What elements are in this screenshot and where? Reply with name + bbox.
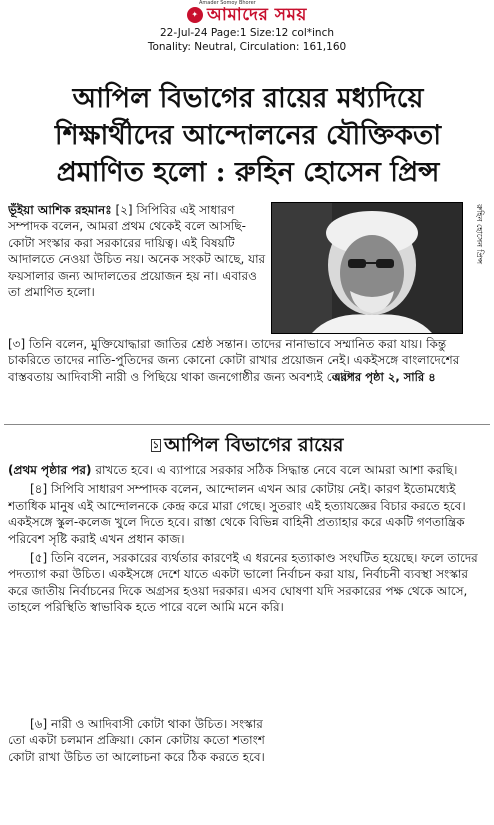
continuation-paragraph-4: [৪] সিপিবি সাধারণ সম্পাদক বলেন, আন্দোলন এখন আর কোটায় নেই। কারণ ইতোমধ্যেই শতাধিক মানুষ এই আন্দোলনকে কেন্দ্র করে মারা গেছে। সুতরাং এই হত্যাযজ্ঞের বিচার করতে হবে। একইসঙ্গে স্কুল-কলেজ খুলে দিতে হবে। রাস্তা থেকে বিভিন্ন বাহিনী প্রত্যাহার করে একটি গণতান্ত্রিক পরিবেশ সৃষ্টি করাই এখন প্রধান কাজ। — [8, 482, 466, 546]
photo-caption: রুহিন হোসেন প্রিন্স — [475, 204, 484, 265]
portrait-image — [272, 203, 462, 333]
headline-line: প্রমাণিত হলো : রুহিন হোসেন প্রিন্স — [56, 157, 440, 188]
continuation-headline-text: আপিল বিভাগের রায়ের — [164, 434, 344, 456]
continuation-paragraph-1 — [8, 462, 488, 478]
clipping-tonality-line: Tonality: Neutral, Circulation: 161,160 — [147, 41, 347, 53]
newspaper-logo — [187, 5, 307, 25]
from-page-label: (প্রথম পৃষ্ঠার পর) — [8, 463, 92, 477]
logo-text: আমাদের সময় — [207, 5, 307, 25]
byline: ভূঁইয়া আশিক রহমানঃ — [8, 203, 112, 217]
continuation-paragraph-6 — [8, 716, 278, 765]
continuation-body — [8, 462, 488, 619]
portrait-photo — [271, 202, 463, 334]
logo-emblem-icon: ✦ — [187, 7, 203, 23]
masthead — [0, 2, 494, 25]
continuation-paragraph-6-text: [৬] নারী ও আদিবাসী কোটা থাকা উচিত। সংস্কার তো একটা চলমান প্রক্রিয়া। কোন কোটায় কতো শতাংশ কোটা রাখা উচিত তা আলোচনা করে ঠিক করতে হবে। — [8, 717, 265, 764]
clipping-date-line: 22-Jul-24 Page:1 Size:12 col*inch — [159, 27, 335, 39]
logo-tagline: Amader Somoy Bhorer — [199, 0, 256, 6]
intro-text: [২] সিপিবির এই সাধারণ সম্পাদক বলেন, আমরা প্রথম থেকেই বলে আসছি- কোটা সংস্কার করা সরকারের দায়িত্ব। এই বিষয়টি আদালতে নেওয়া উচিত নয়। অনেক সংকট আছে, যার ফয়সালার জন্য আদালতের প্রয়োজন হয় না। এবারও তা প্রমাণিত হলো। — [8, 203, 266, 300]
continuation-paragraph-1-text: রাখতে হবে। এ ব্যাপারে সরকার সঠিক সিদ্ধান্ত নেবে বলে আমরা আশা করছি। — [95, 463, 458, 477]
continuation-headline — [0, 432, 494, 459]
continuation-marker: ১ — [152, 440, 160, 451]
continuation-paragraph-5: [৫] তিনি বলেন, সরকারের ব্যর্থতার কারণেই এ ধরনের হত্যাকাণ্ড সংঘটিত হয়েছে। ফলে তাদের পদত্যাগ করা উচিত। একইসঙ্গে দেশে যাতে একটা ভালো নির্বাচন করা যায়, নির্বাচনী ব্যবস্থা সংস্কার করে জাতীয় নির্বাচনের দিকে অগ্রসর হওয়া দরকার। এসব ঘোষণা যদি সরকারের পক্ষ থেকে আসে, তাহলে পরিস্থিতি স্বাভাবিক হতে পারে বলে আমি মনে করি। — [8, 551, 478, 615]
headline-line: শিক্ষার্থীদের আন্দোলনের যৌক্তিকতা — [54, 120, 442, 151]
section-divider — [4, 424, 490, 425]
article-headline — [14, 80, 482, 191]
headline-line: আপিল বিভাগের রায়ের মধ্যদিয়ে — [72, 83, 424, 114]
continued-on-note: এরপর পৃষ্ঠা ২, সারি ৪ — [332, 370, 436, 384]
article-intro — [8, 202, 270, 334]
article-paragraph-3: [৩] তিনি বলেন, মুক্তিযোদ্ধারা জাতির শ্রেষ্ঠ সন্তান। তাদের নানাভাবে সম্মানিত করা যায়। কিন্তু চাকরিতে তাদের নাতি-পুতিদের জন্য কোনো কোটা রাখার প্রয়োজন নেই। একইসঙ্গে বাংলাদেশের বাস্তবতায় আদিবাসী নারী ও পিছিয়ে থাকা জনগোষ্ঠীর জন্য অবশ্যই কোটা — [8, 337, 460, 384]
